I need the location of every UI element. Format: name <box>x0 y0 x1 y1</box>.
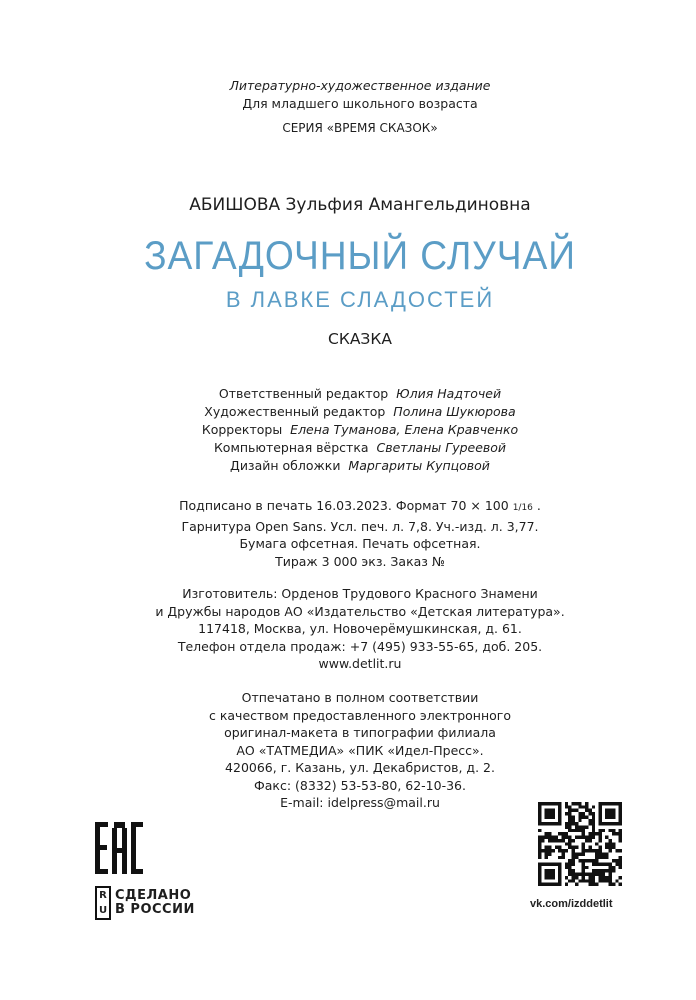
manufacturer-website[interactable]: www.detlit.ru <box>318 656 402 671</box>
manufacturer-line: Изготовитель: Орденов Трудового Красного Знамени <box>182 586 538 601</box>
credit-role: Художественный редактор <box>204 404 386 419</box>
series-name: СЕРИЯ «ВРЕМЯ СКАЗОК» <box>282 121 438 135</box>
credit-line <box>0 457 696 475</box>
credit-line <box>0 439 696 457</box>
imprint <box>0 497 696 570</box>
credits <box>0 385 696 475</box>
genre: СКАЗКА <box>328 330 392 348</box>
qr-code-icon[interactable] <box>538 802 622 886</box>
imprint-line: Тираж 3 000 экз. Заказ № <box>275 553 445 569</box>
eac-logo-icon <box>95 822 143 874</box>
credit-name: Елена Туманова, Елена Кравченко <box>290 422 519 437</box>
printer-email[interactable]: E-mail: idelpress@mail.ru <box>280 795 440 810</box>
credit-name: Светланы Гуреевой <box>376 440 507 455</box>
imprint-line: Подписано в печать 16.03.2023. Формат 70 × 100 1/16 . <box>179 498 541 513</box>
printer-line: 420066, г. Казань, ул. Декабристов, д. 2. <box>225 760 495 775</box>
printer-line: АО «ТАТМЕДИА» «ПИК «Идел-Пресс». <box>236 742 484 758</box>
printer-info <box>0 689 696 812</box>
manufacturer-info <box>0 585 696 673</box>
credit-name: Полина Шукюрова <box>393 404 516 419</box>
printer-line: Отпечатано в полном соответствии <box>241 690 479 705</box>
credit-role: Дизайн обложки <box>230 458 341 473</box>
ru-letter: U <box>98 904 108 916</box>
book-title: ЗАГАДОЧНЫЙ СЛУЧАЙ <box>144 234 576 278</box>
imprint-format: Подписано в печать 16.03.2023. Формат 70 × 100 <box>179 498 509 513</box>
format-fraction: 1/16 <box>512 503 533 513</box>
ru-box <box>95 886 111 920</box>
made-in-russia-logo <box>95 886 195 920</box>
printer-line: оригинал-макета в типографии филиала <box>224 725 496 740</box>
vk-link[interactable]: vk.com/izddetlit <box>530 898 613 910</box>
made-in-russia-line: В РОССИИ <box>115 902 195 917</box>
credit-role: Компьютерная вёрстка <box>213 440 369 455</box>
made-in-russia-line: СДЕЛАНО <box>115 888 192 903</box>
credit-name: Маргариты Купцовой <box>348 458 490 473</box>
ru-letter: R <box>99 889 107 901</box>
book-subtitle: В ЛАВКЕ СЛАДОСТЕЙ <box>225 287 495 312</box>
credit-line <box>0 385 696 403</box>
made-in-russia-text <box>115 889 195 917</box>
manufacturer-line: 117418, Москва, ул. Новочерёмушкинская, д. 61. <box>198 621 522 636</box>
edition-type: Литературно-художественное издание <box>229 78 491 93</box>
printer-line: с качеством предоставленного электронного <box>209 707 511 723</box>
credit-line <box>0 421 696 439</box>
edition-info <box>0 77 696 112</box>
author-name: АБИШОВА Зульфия Амангельдиновна <box>189 195 531 215</box>
credit-line <box>0 403 696 421</box>
credit-name: Юлия Надточей <box>396 386 502 401</box>
age-group: Для младшего школьного возраста <box>242 95 478 111</box>
manufacturer-line: и Дружбы народов АО «Издательство «Детская литература». <box>155 603 565 619</box>
credit-role: Ответственный редактор <box>218 386 389 401</box>
imprint-line: Гарнитура Open Sans. Усл. печ. л. 7,8. Уч.-изд. л. 3,77. <box>181 518 539 534</box>
printer-line: Факс: (8332) 53-53-80, 62-10-36. <box>254 777 466 793</box>
imprint-line: Бумага офсетная. Печать офсетная. <box>239 536 481 551</box>
manufacturer-line: Телефон отдела продаж: +7 (495) 933-55-65, доб. 205. <box>177 638 543 654</box>
credit-role: Корректоры <box>201 422 283 437</box>
